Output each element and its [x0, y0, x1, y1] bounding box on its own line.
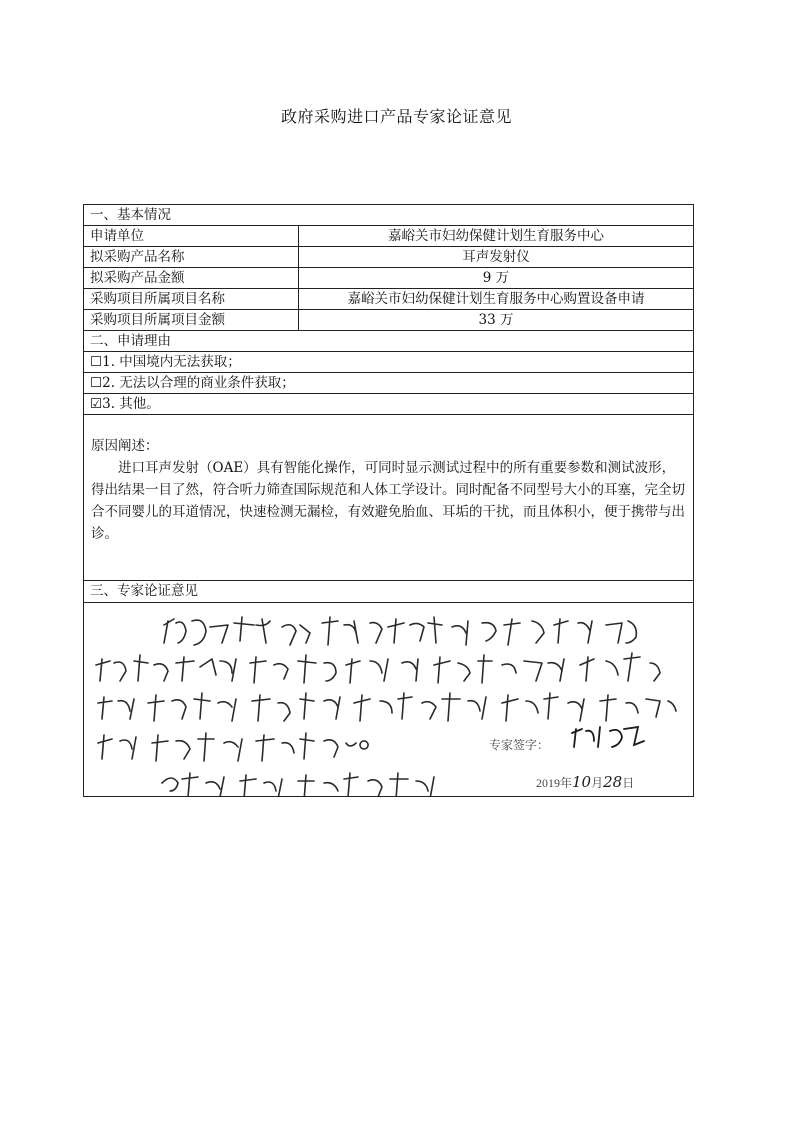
- info-key: 采购项目所属项目金额: [84, 310, 299, 330]
- reason-label: 原因阐述：: [91, 438, 159, 454]
- date-month-label: 月: [591, 776, 604, 790]
- unchecked-box-icon: ☐: [90, 354, 103, 370]
- reason-statement-row: [84, 415, 693, 581]
- info-row-applicant: [84, 226, 693, 247]
- signature-date: [536, 773, 634, 791]
- expert-opinion-row: [84, 603, 693, 796]
- info-value: 33 万: [478, 312, 514, 328]
- opinion-form: [83, 204, 694, 797]
- section-basic-heading: 一、基本情况: [90, 207, 171, 223]
- section-expert-heading: 三、专家论证意见: [90, 583, 198, 599]
- checked-box-icon: ☑: [90, 396, 103, 412]
- info-key: 拟采购产品名称: [84, 247, 299, 267]
- info-row-product-name: [84, 247, 693, 268]
- info-key: 拟采购产品金额: [84, 268, 299, 288]
- date-month: 10: [572, 773, 592, 791]
- info-value: 嘉峪关市妇幼保健计划生育服务中心购置设备申请: [347, 291, 645, 307]
- date-day-label: 日: [622, 776, 635, 790]
- info-row-product-amount: [84, 268, 693, 289]
- reason-option-3: [84, 394, 693, 415]
- info-row-project-amount: [84, 310, 693, 331]
- signature-label: 专家签字：: [489, 738, 550, 752]
- reason-text: 进口耳声发射（OAE）具有智能化操作，可同时显示测试过程中的所有重要参数和测试波形，得出结果一目了然，符合听力筛查国际规范和人体工学设计。同时配备不同型号大小的耳塞，完全切合不同婴儿的耳道情况，快速检测无漏检，有效避免胎血、耳垢的干扰，而且体积小，便于携带与出诊。: [91, 460, 685, 542]
- option-text: 3. 其他。: [102, 396, 160, 412]
- unchecked-box-icon: ☐: [90, 375, 103, 391]
- section-basic-heading-row: [84, 205, 693, 226]
- option-text: 1. 中国境内无法获取；: [102, 354, 241, 370]
- date-year: 2019年: [536, 776, 573, 790]
- info-key: 申请单位: [84, 226, 299, 246]
- date-day: 28: [603, 773, 623, 791]
- reason-option-2: [84, 373, 693, 394]
- document-title: 政府采购进口产品专家论证意见: [280, 107, 512, 126]
- info-key: 采购项目所属项目名称: [84, 289, 299, 309]
- info-value: 耳声发射仪: [462, 249, 530, 265]
- info-value: 嘉峪关市妇幼保健计划生育服务中心: [388, 228, 604, 244]
- section-reason-heading: 二、申请理由: [90, 333, 171, 349]
- section-reason-heading-row: [84, 331, 693, 352]
- reason-option-1: [84, 352, 693, 373]
- option-text: 2. 无法以合理的商业条件获取；: [102, 375, 295, 391]
- handwriting-image: [84, 603, 693, 796]
- section-expert-heading-row: [84, 581, 693, 603]
- info-value: 9 万: [482, 270, 510, 286]
- handwritten-opinion: [84, 603, 693, 796]
- info-row-project-name: [84, 289, 693, 310]
